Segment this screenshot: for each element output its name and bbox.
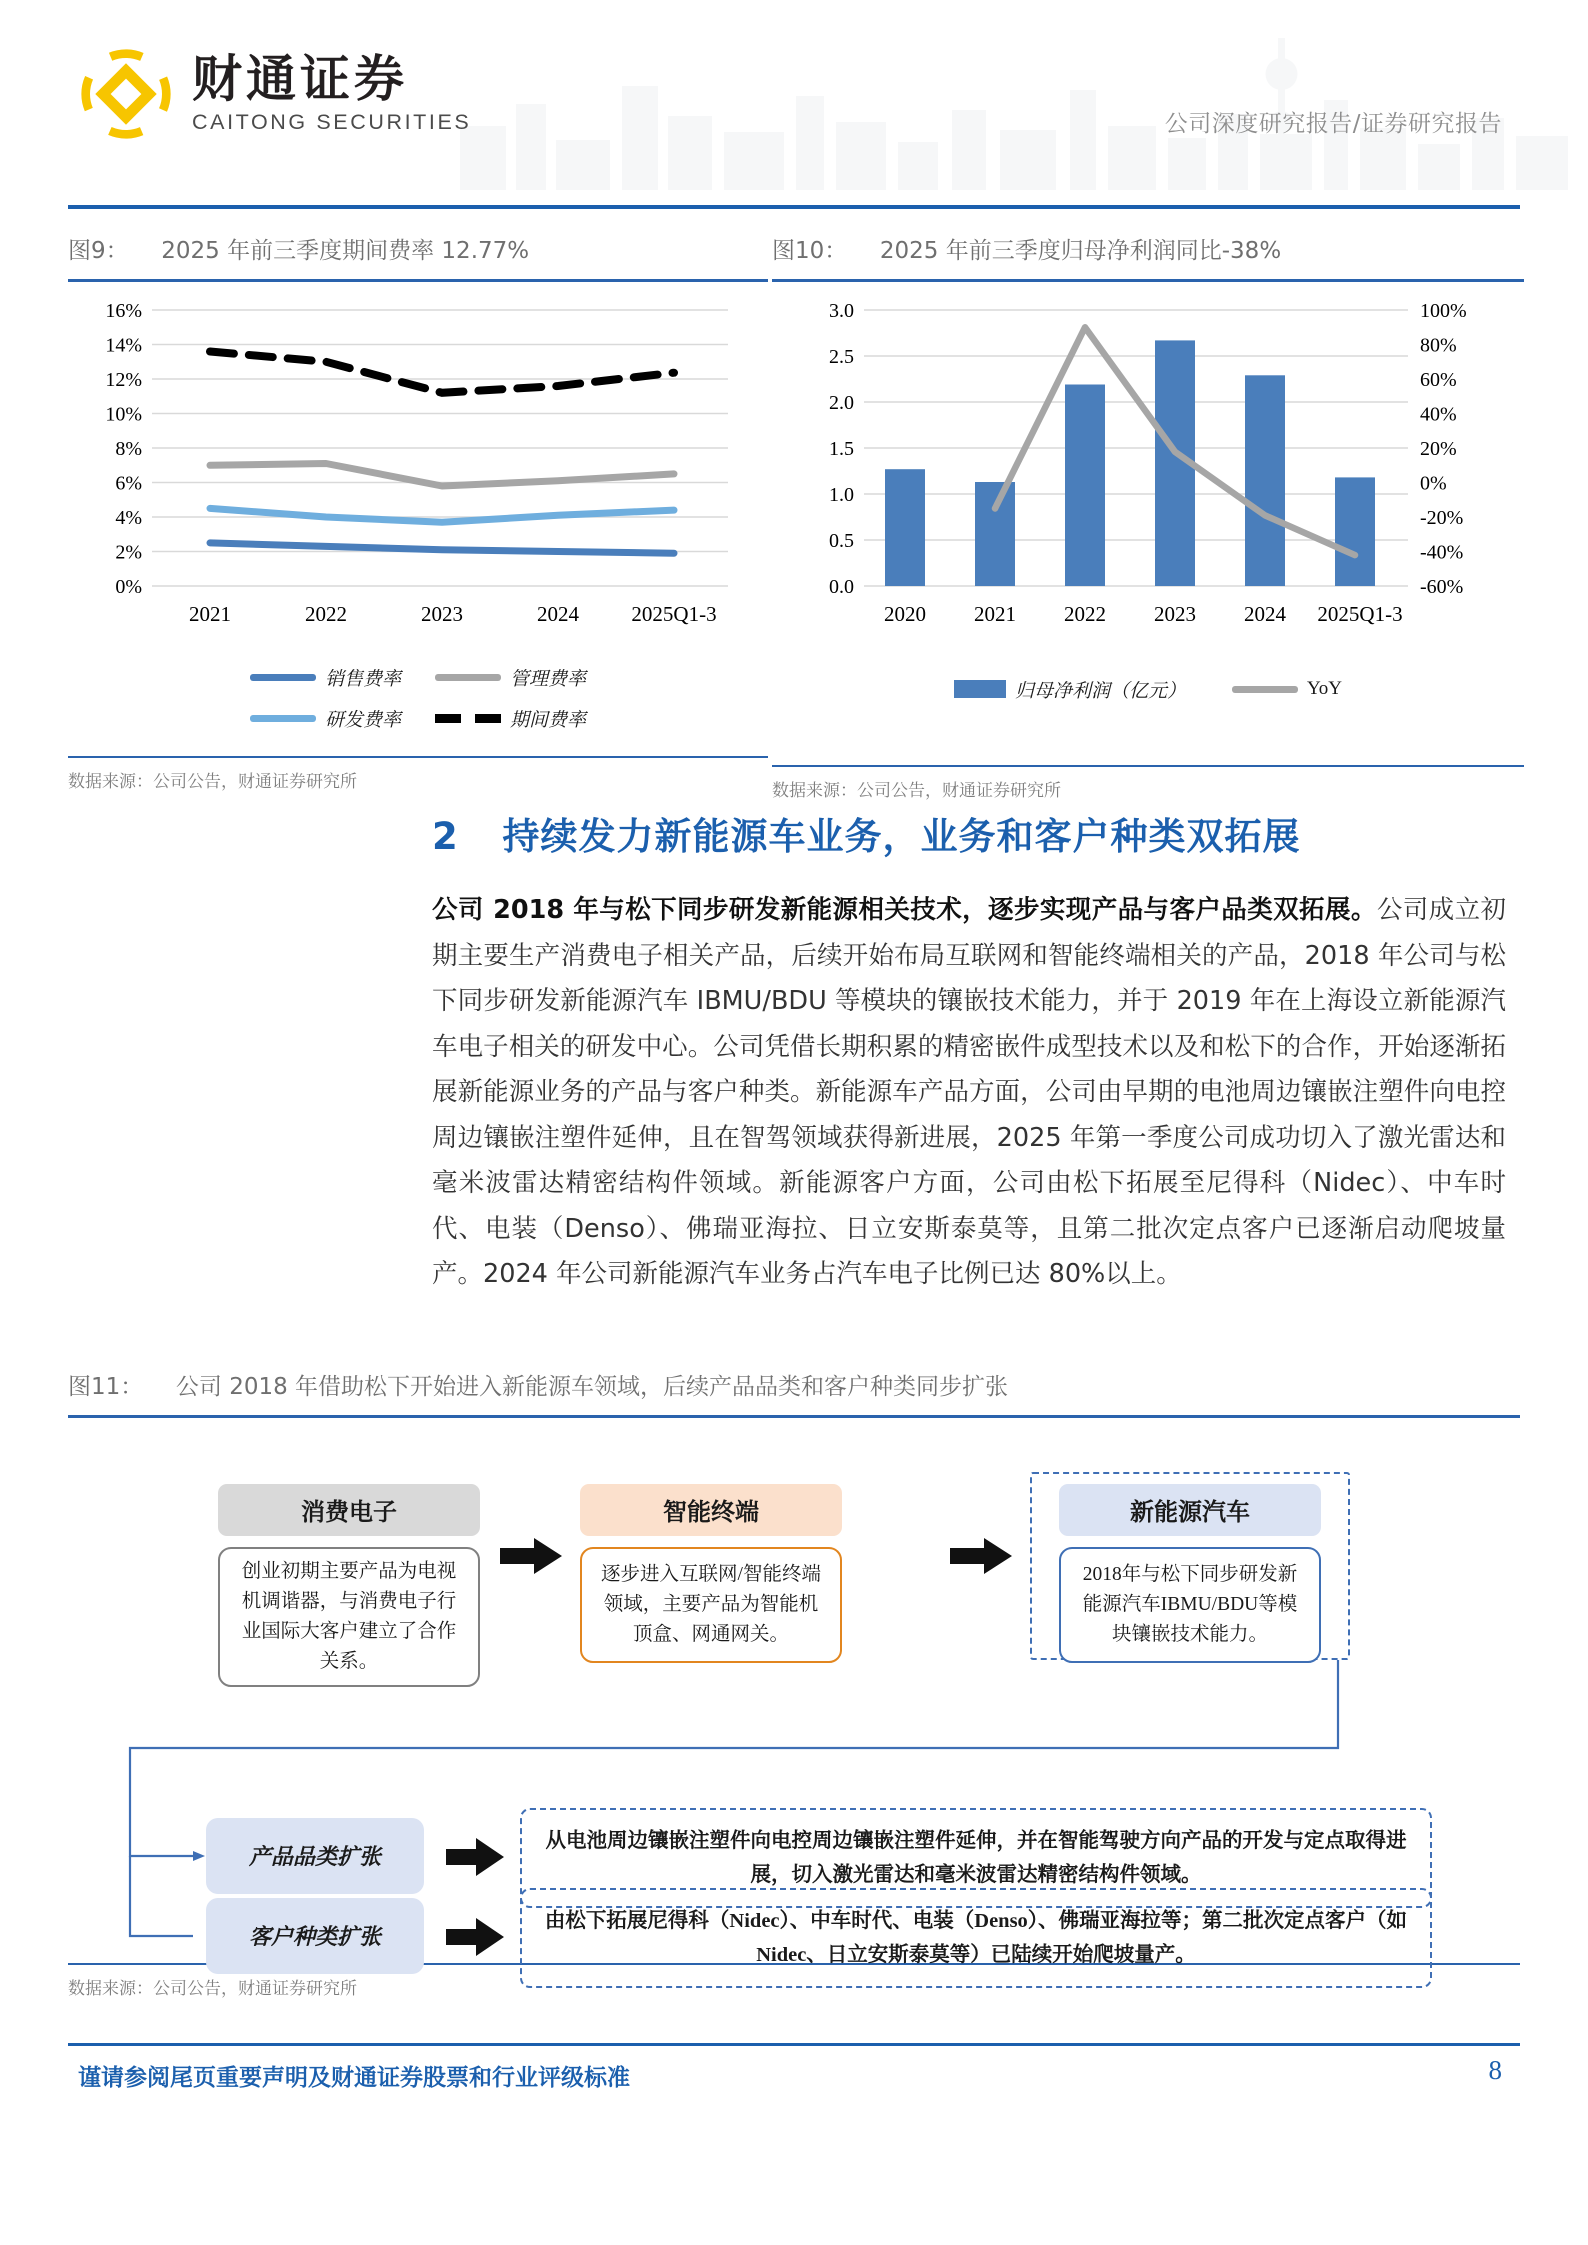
svg-text:1.0: 1.0	[829, 483, 854, 506]
legend-label-period: 期间费率	[510, 709, 587, 731]
svg-text:2024: 2024	[1244, 601, 1286, 626]
legend-label-sales: 销售费率	[324, 668, 401, 690]
stage-3-body: 2018年与松下同步研发新能源汽车IBMU/BDU等模块镶嵌技术能力。	[1059, 1547, 1321, 1663]
svg-text:2022: 2022	[305, 601, 347, 626]
svg-text:2020: 2020	[884, 601, 926, 626]
svg-text:4%: 4%	[115, 506, 142, 529]
report-type-label: 公司深度研究报告/证券研究报告	[1164, 111, 1502, 137]
logo-english-name: CAITONG SECURITIES	[192, 110, 472, 135]
svg-text:8%: 8%	[115, 437, 142, 460]
legend-label-yoy: YoY	[1306, 678, 1343, 699]
legend-label-rd: 研发费率	[324, 709, 401, 731]
brand-logo	[78, 46, 471, 142]
svg-text:14%: 14%	[105, 334, 142, 356]
footer-disclaimer: 谨请参阅尾页重要声明及财通证券股票和行业评级标准	[78, 2065, 630, 2091]
svg-text:60%: 60%	[1420, 368, 1457, 391]
svg-text:-20%: -20%	[1420, 506, 1464, 529]
figure-10-caption	[772, 232, 1524, 265]
stage-smart-terminal	[580, 1484, 842, 1663]
header-divider	[68, 205, 1520, 209]
legend-swatch-rd	[250, 715, 316, 722]
legend-item-rd-ratio	[250, 705, 401, 732]
figure-11-number: 图11：	[68, 1374, 144, 1400]
figure-9-legend-row-2	[68, 705, 768, 732]
svg-text:0%: 0%	[1420, 472, 1447, 494]
stage-3-head: 新能源汽车	[1059, 1484, 1321, 1536]
legend-swatch-period	[435, 714, 501, 723]
page-header	[0, 0, 1588, 218]
legend-label-net-profit: 归母净利润（亿元）	[1014, 680, 1186, 702]
svg-text:2023: 2023	[1154, 601, 1196, 626]
stage-new-energy-vehicle	[1059, 1484, 1321, 1663]
figure-9-source: 数据来源：公司公告，财通证券研究所	[68, 772, 357, 792]
svg-text:12%: 12%	[105, 368, 142, 391]
figure-10-title: 2025 年前三季度归母净利润同比-38%	[879, 238, 1282, 264]
figure-9-title: 2025 年前三季度期间费率 12.77%	[161, 238, 530, 264]
svg-text:80%: 80%	[1420, 334, 1457, 356]
section-lead: 公司 2018 年与松下同步研发新能源相关技术，逐步实现产品与客户品类双拓展。	[432, 895, 1377, 925]
tag-product-expansion: 产品品类扩张	[206, 1818, 424, 1894]
footer-divider	[68, 2043, 1520, 2046]
stage-2-body: 逐步进入互联网/智能终端领域，主要产品为智能机顶盒、网通网关。	[580, 1547, 842, 1663]
section-number: 2	[432, 815, 459, 858]
figure-11-caption	[68, 1368, 1520, 1401]
desc-customer-expansion: 由松下拓展尼得科（Nidec）、中车时代、电装（Denso）、佛瑞亚海拉等；第二批次定点客户（如Nidec、日立安斯泰莫等）已陆续开始爬坡量产。	[520, 1888, 1432, 1988]
stage-1-head: 消费电子	[218, 1484, 480, 1536]
svg-text:2021: 2021	[189, 601, 231, 626]
svg-text:2025Q1-3: 2025Q1-3	[1317, 601, 1403, 626]
figure-10-number: 图10：	[772, 238, 848, 264]
svg-text:40%: 40%	[1420, 403, 1457, 425]
arrow-right-icon-2	[950, 1536, 1012, 1576]
svg-text:2%: 2%	[115, 541, 142, 563]
figure-10	[772, 232, 1524, 801]
svg-text:2024: 2024	[537, 601, 579, 626]
svg-text:2022: 2022	[1064, 601, 1106, 626]
section-body	[432, 888, 1506, 1298]
section-body-text: 公司成立初期主要生产消费电子相关产品，后续开始布局互联网和智能终端相关的产品，2018 年公司与松下同步研发新能源汽车 IBMU/BDU 等模块的镶嵌技术能力，并于 2019 年在上海设立新能源汽车电子相关的研发中心。公司凭借长期积累的精密嵌件成型技术以及和松下的合作，开始逐渐拓展新能源业务的产品与客户种类。新能源车产品方面，公司由早期的电池周边镶嵌注塑件向电控周边镶嵌注塑件延伸，且在智驾领域获得新进展，2025 年第一季度公司成功切入了激光雷达和毫米波雷达精密结构件领域。新能源客户方面，公司由松下拓展至尼得科（Nidec）、中车时代、电装（Denso）、佛瑞亚海拉、日立安斯泰莫等，且第二批次定点客户已逐渐启动爬坡量产。2024 年公司新能源汽车业务占汽车电子比例已达 80%以上。	[432, 895, 1506, 1289]
arrow-right-icon-3	[446, 1836, 504, 1878]
tag-customer-expansion: 客户种类扩张	[206, 1898, 424, 1974]
figure-9	[68, 232, 768, 792]
figure-9-chart	[68, 282, 768, 682]
figure-11-source: 数据来源：公司公告，财通证券研究所	[68, 1979, 357, 1999]
svg-text:6%: 6%	[115, 472, 142, 494]
legend-label-admin: 管理费率	[510, 668, 587, 690]
svg-text:2.0: 2.0	[829, 391, 854, 414]
arrow-right-icon-4	[446, 1916, 504, 1958]
section-title-text: 持续发力新能源车业务，业务和客户种类双拓展	[502, 815, 1301, 858]
svg-text:2023: 2023	[421, 601, 463, 626]
svg-text:10%: 10%	[105, 403, 142, 425]
net-profit-bar-chart	[772, 296, 1524, 696]
stage-consumer-electronics	[218, 1484, 480, 1687]
page-number: 8	[1488, 2055, 1502, 2085]
svg-text:1.5: 1.5	[829, 437, 854, 460]
figure-11	[68, 1368, 1520, 1999]
svg-text:0%: 0%	[115, 575, 142, 598]
figure-11-title: 公司 2018 年借助松下开始进入新能源车领域，后续产品品类和客户种类同步扩张	[175, 1374, 1009, 1400]
legend-item-period-ratio	[435, 705, 586, 732]
svg-text:2021: 2021	[974, 601, 1016, 626]
section-heading	[432, 806, 1301, 860]
arrow-right-icon-1	[500, 1536, 562, 1576]
desc-product-expansion: 从电池周边镶嵌注塑件向电控周边镶嵌注塑件延伸，并在智能驾驶方向产品的开发与定点取得进展，切入激光雷达和毫米波雷达精密结构件领域。	[520, 1808, 1432, 1908]
svg-text:0.5: 0.5	[829, 529, 854, 552]
svg-text:16%: 16%	[105, 299, 142, 322]
svg-text:100%: 100%	[1420, 299, 1467, 322]
svg-text:3.0: 3.0	[829, 299, 854, 322]
svg-text:2.5: 2.5	[829, 345, 854, 368]
logo-chinese-name: 财通证券	[192, 49, 408, 108]
business-evolution-diagram	[68, 1418, 1520, 1966]
svg-text:20%: 20%	[1420, 437, 1457, 460]
caitong-logo-icon	[78, 46, 174, 142]
svg-text:2025Q1-3: 2025Q1-3	[631, 601, 717, 626]
svg-text:0.0: 0.0	[829, 575, 854, 598]
figure-10-source: 数据来源：公司公告，财通证券研究所	[772, 781, 1061, 801]
svg-text:-40%: -40%	[1420, 541, 1464, 563]
figure-10-chart	[772, 282, 1524, 682]
svg-text:-60%: -60%	[1420, 575, 1464, 598]
expense-ratio-line-chart	[68, 296, 768, 696]
stage-2-head: 智能终端	[580, 1484, 842, 1536]
stage-1-body: 创业初期主要产品为电视机调谐器，与消费电子行业国际大客户建立了合作关系。	[218, 1547, 480, 1687]
figure-9-number: 图9：	[68, 238, 129, 264]
figure-9-caption	[68, 232, 768, 265]
